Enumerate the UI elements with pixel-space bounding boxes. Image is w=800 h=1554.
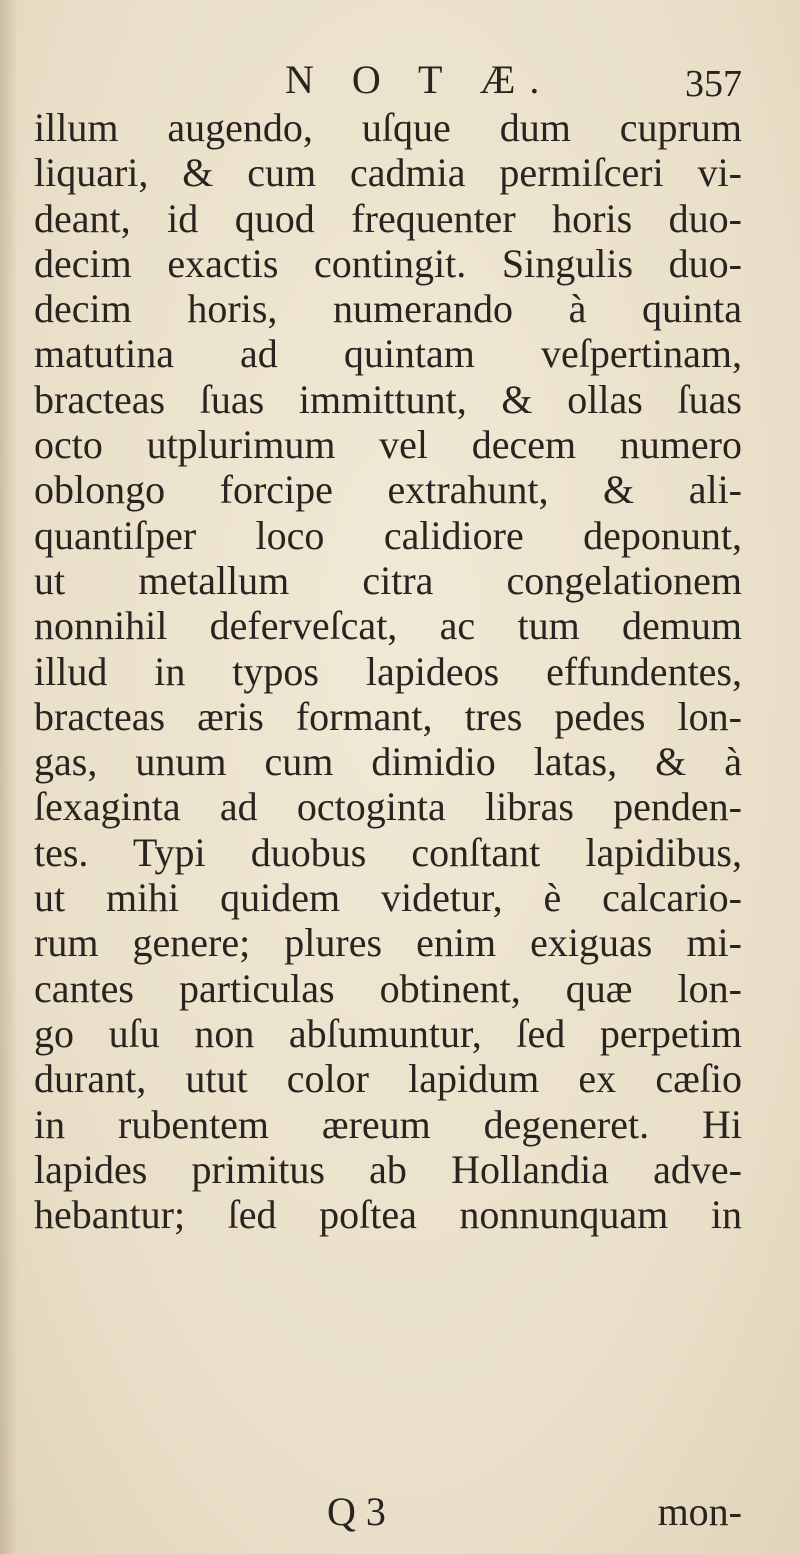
text-line: in rubentem æreum degeneret. Hi [34,1101,742,1147]
text-line: go uſu non abſumuntur, ſed perpetim [34,1010,742,1056]
text-line: tes. Typi duobus conſtant lapidibus, [34,829,742,875]
page-number: 357 [685,63,742,105]
text-line: bracteas ſuas immittunt, & ollas ſuas [34,376,742,422]
text-line: hebantur; ſed poſtea nonnunquam in [34,1192,742,1238]
text-line: illud in typos lapideos effundentes, [34,648,742,694]
text-line: ut mihi quidem videtur, è calcario- [34,875,742,921]
text-line: lapides primitus ab Hollandia adve- [34,1146,742,1192]
gutter-shadow [0,0,18,1554]
catchword: mon- [657,1489,742,1534]
text-line: decim exactis contingit. Singulis duo- [34,240,742,286]
text-line: ut metallum citra congelationem [34,557,742,603]
text-line: octo utplurimum vel decem numero [34,422,742,468]
text-line: oblongo forcipe extrahunt, & ali- [34,467,742,513]
running-head: N O T Æ. [285,57,554,102]
text-line: decim horis, numerando à quinta [34,286,742,332]
signature-mark: Q 3 [327,1489,386,1534]
text-line: nonnihil deferveſcat, ac tum demum [34,603,742,649]
text-line: cantes particulas obtinent, quæ lon- [34,965,742,1011]
text-line: matutina ad quintam veſpertinam, [34,331,742,377]
page-header [0,50,800,105]
text-line: quantiſper loco calidiore deponunt, [34,512,742,558]
text-line: bracteas æris formant, tres pedes lon- [34,693,742,739]
text-line: rum genere; plures enim exiguas mi- [34,920,742,966]
body-text [34,105,742,1237]
text-line: durant, utut color lapidum ex cæſio [34,1056,742,1102]
text-line: illum augendo, uſque dum cuprum [34,105,742,150]
text-line: ſexaginta ad octoginta libras penden- [34,784,742,830]
text-line: deant, id quod frequenter horis duo- [34,195,742,241]
page-footer [0,1488,800,1538]
text-line: gas, unum cum dimidio latas, & à [34,739,742,785]
text-line: liquari, & cum cadmia permiſceri vi- [34,150,742,196]
